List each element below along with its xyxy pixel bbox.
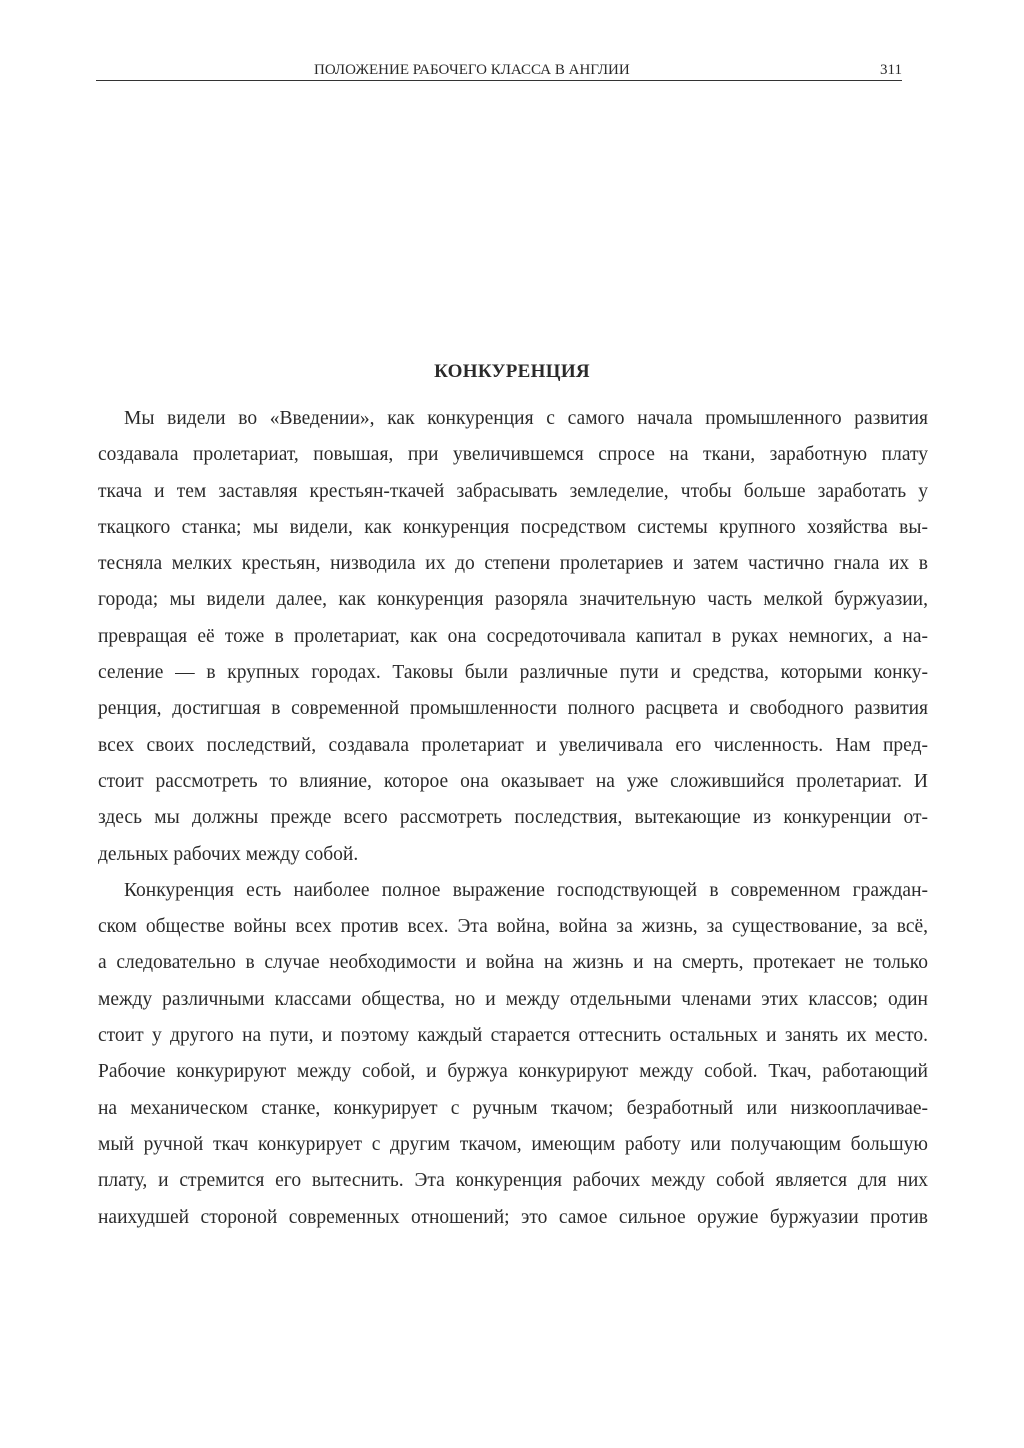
body-text xyxy=(98,401,928,1236)
text-line: города; мы видели далее, как конкуренция разоряла значительную часть мелкой буржуазии, xyxy=(98,589,928,611)
text-line: плату, и стремится его вытеснить. Эта конкуренция рабочих между собой является для них xyxy=(98,1170,928,1192)
text-line: превращая её тоже в пролетариат, как она сосредоточивала капитал в руках немногих, а на- xyxy=(98,625,928,647)
text-line: селение — в крупных городах. Таковы были различные пути и средства, которыми конку- xyxy=(98,662,928,684)
chapter-heading: КОНКУРЕНЦИЯ xyxy=(434,361,590,382)
text-line: ткацкого станка; мы видели, как конкуренция посредством системы крупного хозяйства вы- xyxy=(98,516,928,538)
text-line: между различными классами общества, но и между отдельными членами этих классов; один xyxy=(98,988,928,1010)
page-number: 311 xyxy=(880,62,902,78)
text-line: Рабочие конкурируют между собой, и буржуа конкурируют между собой. Ткач, работающий xyxy=(98,1061,928,1083)
text-line: тесняла мелких крестьян, низводила их до степени пролетариев и затем частично гнала их в xyxy=(98,553,928,575)
running-header-title: ПОЛОЖЕНИЕ РАБОЧЕГО КЛАССА В АНГЛИИ xyxy=(314,62,630,78)
running-header xyxy=(96,60,902,81)
text-line: создавала пролетариат, повышая, при увеличившемся спросе на ткани, заработную плату xyxy=(98,444,928,466)
text-line: всех своих последствий, создавала пролетариат и увеличивала его численность. Нам пред- xyxy=(98,734,928,756)
text-line: стоит у другого на пути, и поэтому каждый старается оттеснить остальных и занять их место. xyxy=(98,1025,928,1047)
text-line: Мы видели во «Введении», как конкуренция с самого начала промышленного развития xyxy=(124,408,928,429)
text-line: ткача и тем заставляя крестьян-ткачей забрасывать земледелие, чтобы больше заработать у xyxy=(98,480,928,502)
paragraph-1 xyxy=(98,401,928,873)
text-line: наихудшей стороной современных отношений; это самое сильное оружие буржуазии против xyxy=(98,1206,928,1228)
text-line: а следовательно в случае необходимости и война на жизнь и на смерть, протекает не только xyxy=(98,952,928,974)
text-line: мый ручной ткач конкурирует с другим ткачом, имеющим работу или получающим большую xyxy=(98,1133,928,1155)
text-line: дельных рабочих между собой. xyxy=(98,843,359,865)
text-line: Конкуренция есть наиболее полное выражение господствующей в современном граждан- xyxy=(124,879,928,901)
text-line: на механическом станке, конкурирует с ручным ткачом; безработный или низкооплачивае- xyxy=(98,1097,928,1119)
text-line: стоит рассмотреть то влияние, которое она оказывает на уже сложившийся пролетариат. И xyxy=(98,770,928,792)
text-line: здесь мы должны прежде всего рассмотреть последствия, вытекающие из конкуренции от- xyxy=(98,807,928,829)
paragraph-2 xyxy=(98,873,928,1236)
text-line: ренция, достигшая в современной промышленности полного расцвета и свободного развития xyxy=(98,698,928,720)
text-line: ском обществе войны всех против всех. Эта война, война за жизнь, за существование, за всё, xyxy=(98,916,928,938)
